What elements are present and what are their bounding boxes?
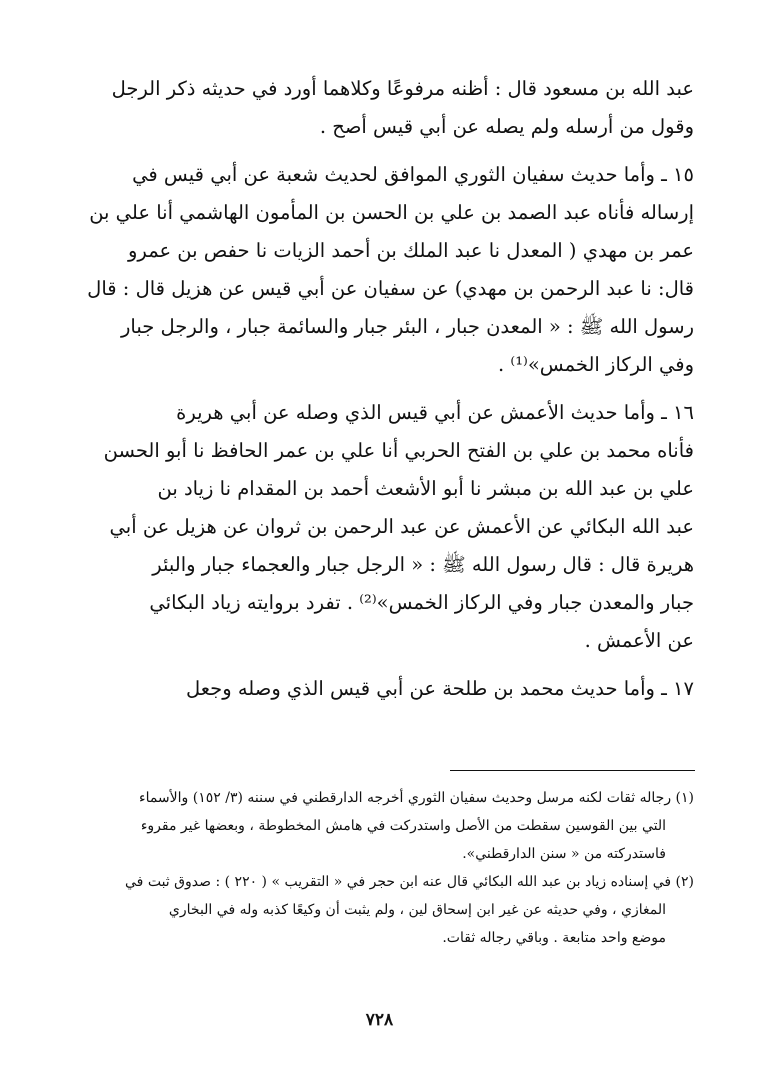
text-line: علي بن عبد الله بن مبشر نا أبو الأشعث أحمد بن المقدام نا زياد بن (157, 477, 694, 500)
text-line: ١٧ ـ وأما حديث محمد بن طلحة عن أبي قيس الذي وصله وجعل (186, 677, 694, 700)
text-line: ١٥ ـ وأما حديث سفيان الثوري الموافق لحديث شعبة عن أبي قيس في (132, 163, 694, 186)
footnote-line: موضع واحد متابعة . وباقي رجاله ثقات. (442, 930, 666, 946)
paragraph-17 (64, 670, 694, 708)
page-body (64, 70, 694, 718)
footnote-line: المغازي ، وفي حديثه عن غير ابن إسحاق لين ، ولم يثبت أن وكيعًا كذبه وله في البخاري (168, 902, 666, 918)
text-line: قال: نا عبد الرحمن بن مهدي) عن سفيان عن أبي قيس عن هزيل قال : قال (87, 277, 694, 300)
footnote-1 (64, 784, 694, 868)
footnote-line: التي بين القوسين سقطت من الأصل واستدركت في هامش المخطوطة ، وبعضها غير مقروء (140, 818, 666, 834)
footnote-divider (450, 770, 695, 771)
page-number: ٧٢٨ (365, 1010, 394, 1030)
text-line: رسول الله ﷺ : « المعدن جبار ، البئر جبار والسائمة جبار ، والرجل جبار (121, 315, 694, 338)
text-line: ١٦ ـ وأما حديث الأعمش عن أبي قيس الذي وصله عن أبي هريرة (176, 401, 694, 424)
footnote-line: (٢) في إسناده زياد بن عبد الله البكائي قال عنه ابن حجر في « التقريب » ( ٢٢٠ ) : صدوق ثبت في (125, 874, 694, 890)
paragraph-15 (64, 156, 694, 384)
text-line: إرساله فأناه عبد الصمد بن علي بن الحسن بن المأمون الهاشمي أنا علي بن (89, 201, 694, 224)
text-line: جبار والمعدن جبار وفي الركاز الخمس»⁽²⁾ . تفرد بروايته زياد البكائي (149, 591, 694, 614)
text-line: هريرة قال : قال رسول الله ﷺ : « الرجل جبار والعجماء جبار والبئر (152, 553, 694, 576)
footnote-line: فاستدركته من « سنن الدارقطني». (462, 846, 666, 862)
text-line: عمر بن مهدي ( المعدل نا عبد الملك بن أحمد الزيات نا حفص بن عمرو (128, 239, 694, 262)
paragraph-16 (64, 394, 694, 660)
footnotes (64, 784, 694, 952)
text-line: عبد الله البكائي عن الأعمش عن عبد الرحمن بن ثروان عن هزيل عن أبي (109, 515, 694, 538)
text-line: عن الأعمش . (584, 629, 694, 652)
text-line: عبد الله بن مسعود قال : أظنه مرفوعًا وكلاهما أورد في حديثه ذكر الرجل (111, 77, 694, 100)
footnote-2 (64, 868, 694, 952)
footnote-line: (١) رجاله ثقات لكنه مرسل وحديث سفيان الثوري أخرجه الدارقطني في سننه (٣/ ١٥٢) والأسماء (138, 790, 694, 806)
text-line: وقول من أرسله ولم يصله عن أبي قيس أصح . (319, 115, 694, 138)
text-line: فأناه محمد بن علي بن الفتح الحربي أنا علي بن عمر الحافظ نا أبو الحسن (103, 439, 694, 462)
paragraph-intro (64, 70, 694, 146)
text-line: وفي الركاز الخمس»⁽¹⁾ . (498, 353, 694, 376)
